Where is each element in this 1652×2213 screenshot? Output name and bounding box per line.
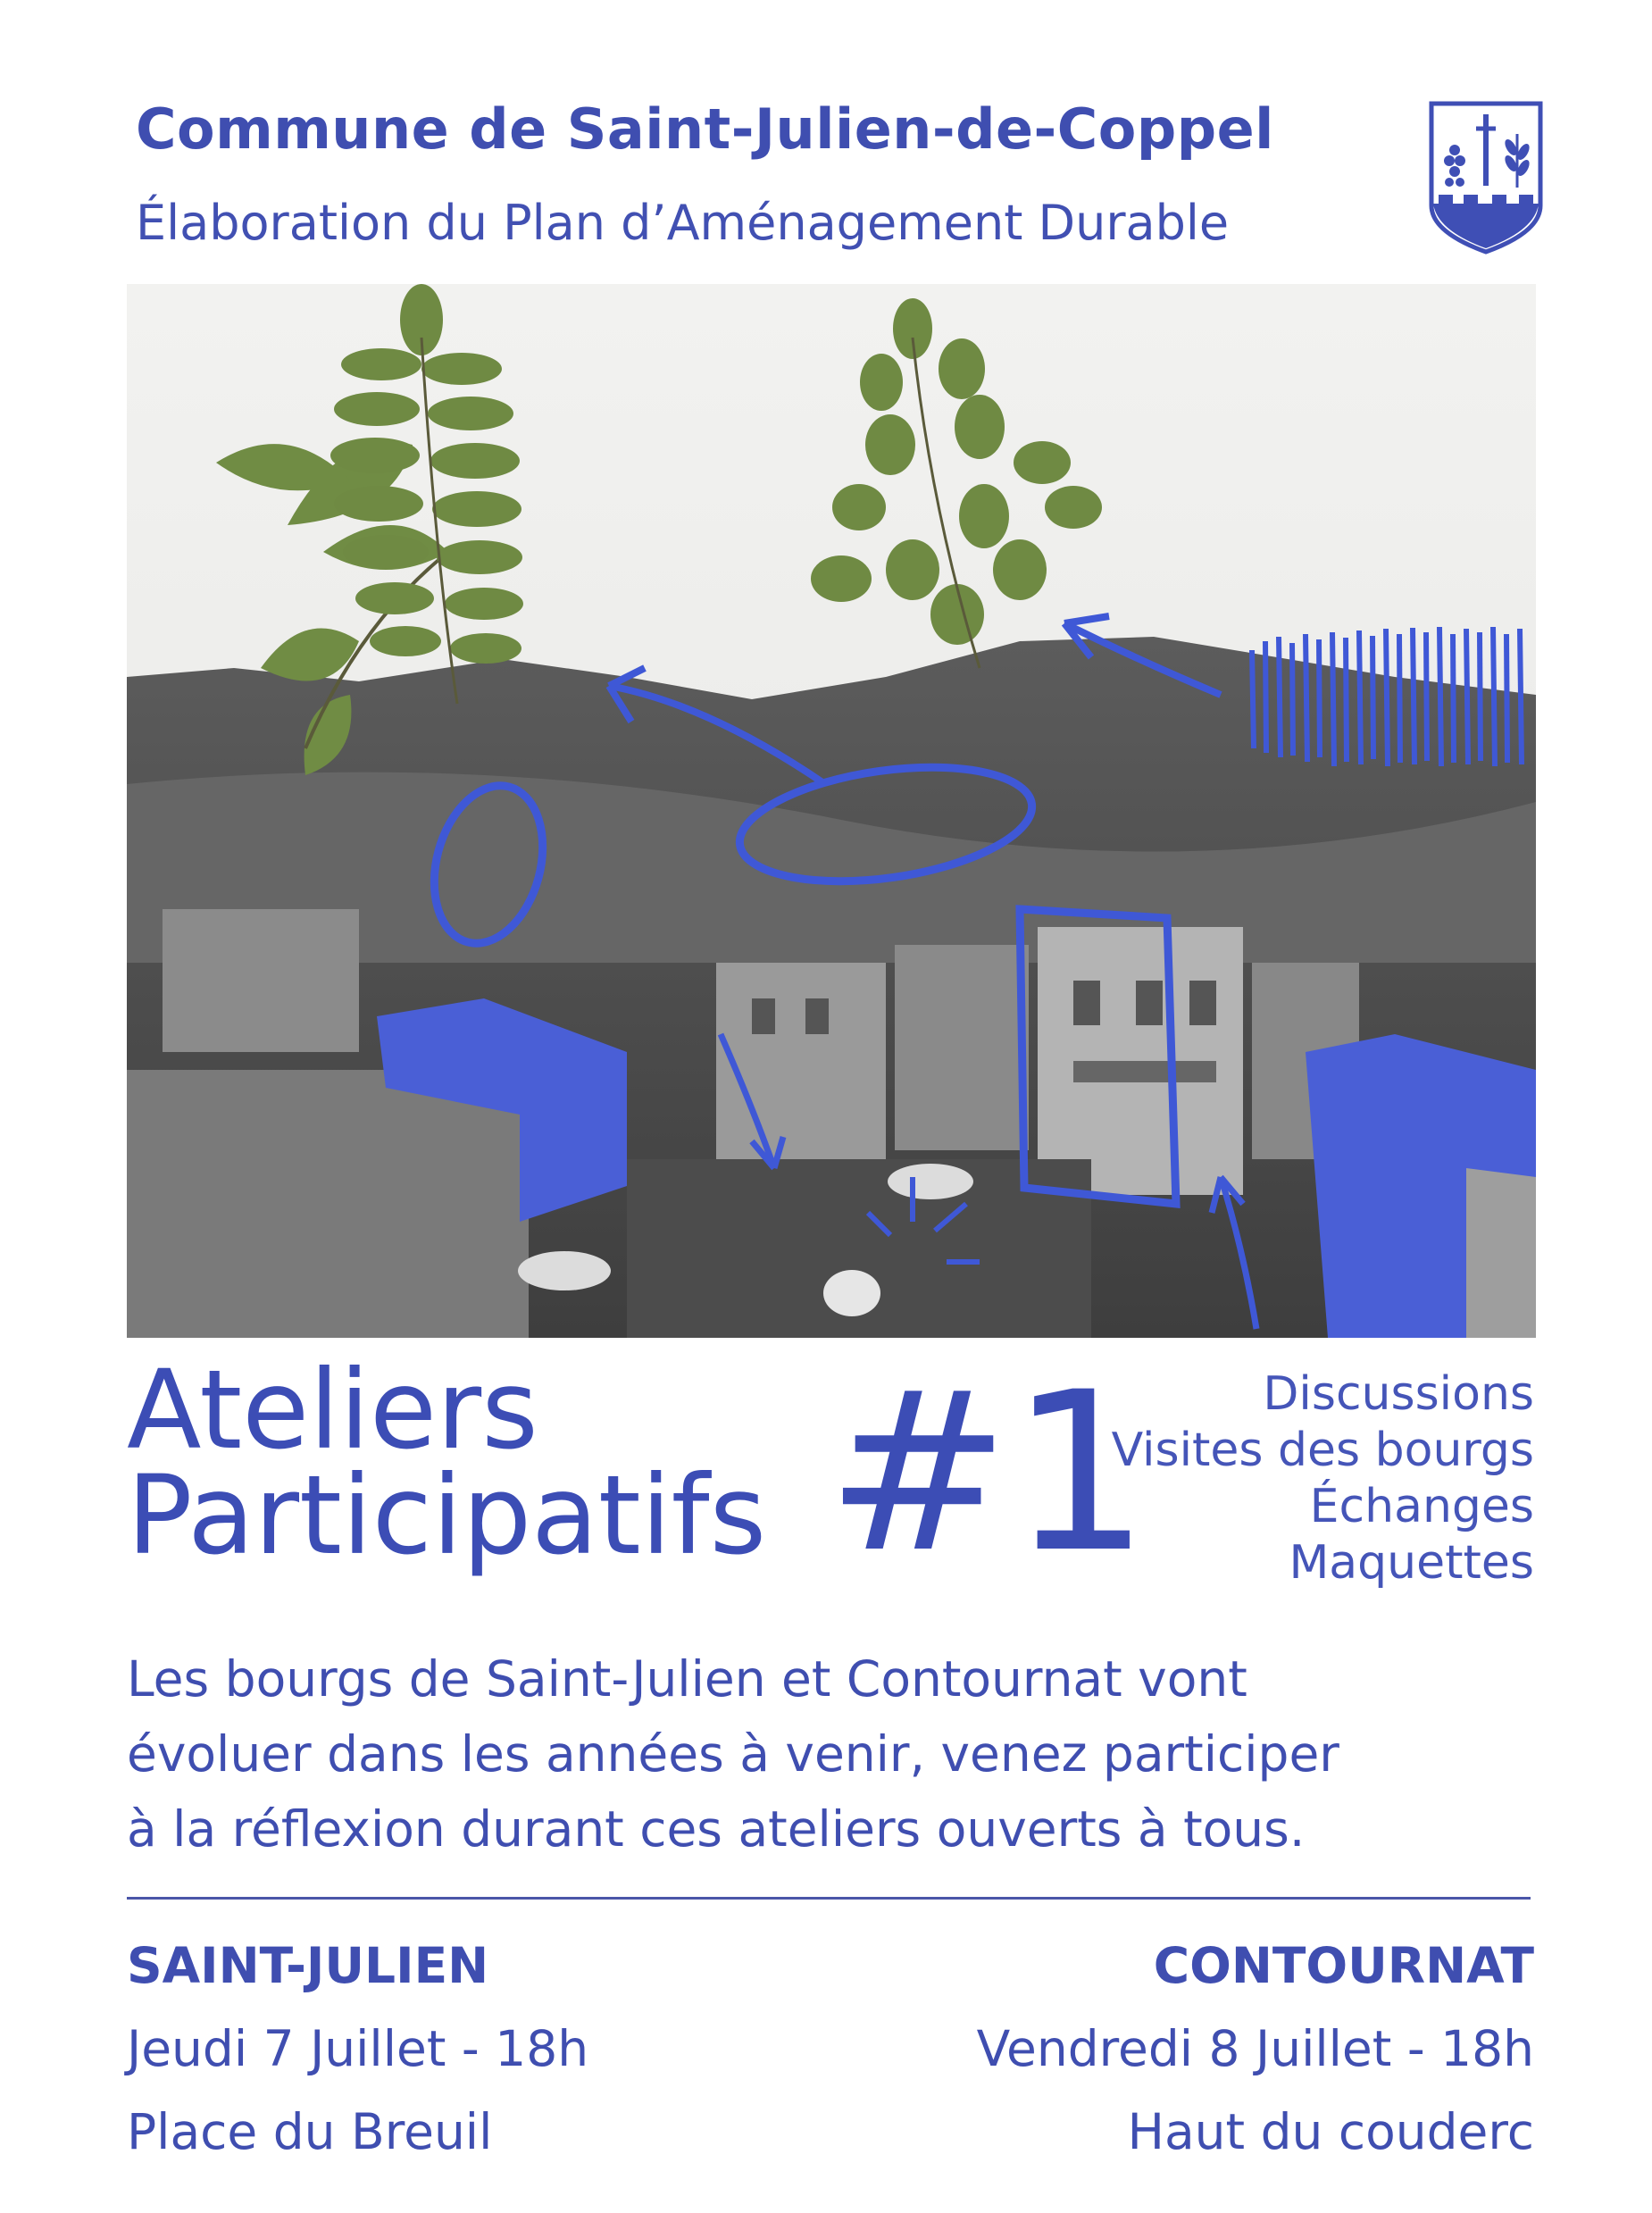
divider [127, 1897, 1531, 1900]
headline-number: #1 [826, 1346, 1150, 1601]
activities-list [1112, 1366, 1534, 1591]
activity-item: Échanges [1309, 1480, 1534, 1533]
event-place: CONTOURNAT [1153, 1937, 1534, 1994]
activity-item: Maquettes [1289, 1536, 1534, 1590]
intro-line: à la réflexion durant ces ateliers ouverts à tous. [127, 1800, 1306, 1858]
page-subtitle: Élaboration du Plan d’Aménagement Durable [136, 195, 1230, 251]
event-location: Place du Breuil [127, 2103, 493, 2160]
event-date: Vendredi 8 Juillet - 18h [976, 2020, 1534, 2077]
coat-of-arms-icon [1426, 98, 1546, 255]
intro-paragraph [127, 1641, 1547, 1866]
event-location: Haut du couderc [1127, 2103, 1534, 2160]
activity-item: Discussions [1263, 1367, 1534, 1421]
page-title: Commune de Saint-Julien-de-Coppel [136, 96, 1274, 162]
intro-line: évoluer dans les années à venir, venez participer [127, 1725, 1339, 1783]
activity-item: Visites des bourgs [1111, 1424, 1534, 1477]
intro-line: Les bourgs de Saint-Julien et Contournat vont [127, 1650, 1247, 1708]
headline-line-2: Participatifs [127, 1452, 767, 1579]
village-photo-collage [127, 284, 1536, 1338]
headline-line-1: Ateliers [127, 1347, 538, 1474]
event-saint-julien [127, 1925, 588, 2174]
event-contournat [977, 1925, 1534, 2174]
headline [127, 1347, 767, 1579]
event-date: Jeudi 7 Juillet - 18h [127, 2020, 589, 2077]
event-place: SAINT-JULIEN [127, 1937, 489, 1994]
